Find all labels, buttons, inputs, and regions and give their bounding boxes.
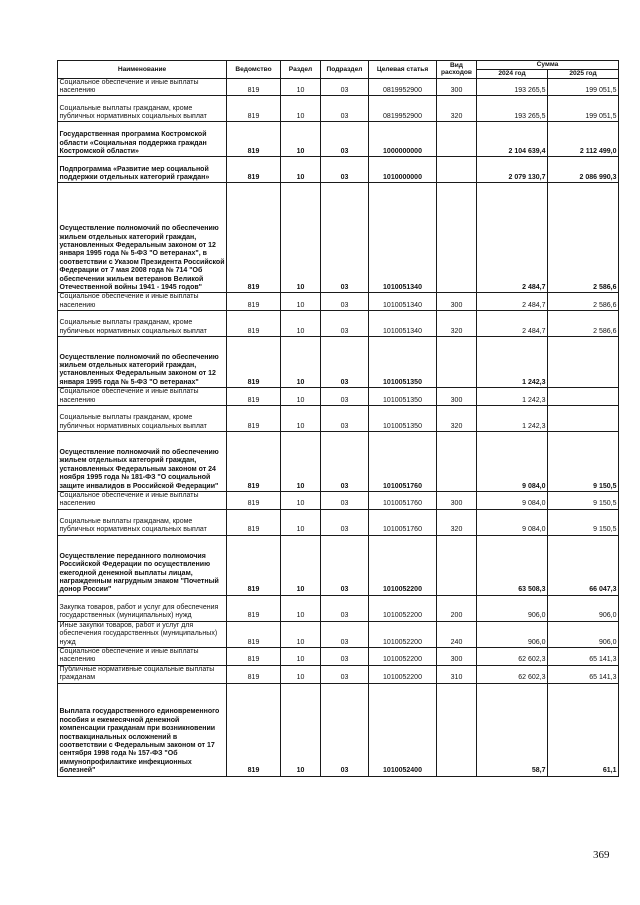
row-amount-2025: 9 150,5 bbox=[548, 432, 619, 492]
row-target: 1010052400 bbox=[369, 683, 437, 776]
row-name: Иные закупки товаров, работ и услуг для обеспечения государственных (муниципальных) нужд bbox=[58, 621, 227, 647]
row-dept: 819 bbox=[227, 595, 281, 621]
row-dept: 819 bbox=[227, 311, 281, 337]
row-exptype: 320 bbox=[437, 406, 477, 432]
row-section: 10 bbox=[281, 337, 321, 388]
row-target: 1010051340 bbox=[369, 183, 437, 293]
table-body bbox=[58, 78, 619, 776]
row-name: Социальные выплаты гражданам, кроме публичных нормативных социальных выплат bbox=[58, 311, 227, 337]
header-subsection: Подраздел bbox=[321, 61, 369, 79]
row-name: Социальное обеспечение и иные выплаты населению bbox=[58, 492, 227, 510]
table-row bbox=[58, 648, 619, 666]
row-dept: 819 bbox=[227, 621, 281, 647]
row-section: 10 bbox=[281, 78, 321, 96]
row-target: 1010000000 bbox=[369, 157, 437, 183]
header-section: Раздел bbox=[281, 61, 321, 79]
row-amount-2025: 9 150,5 bbox=[548, 492, 619, 510]
table-row bbox=[58, 492, 619, 510]
row-amount-2025: 61,1 bbox=[548, 683, 619, 776]
row-subsection: 03 bbox=[321, 595, 369, 621]
row-amount-2025: 9 150,5 bbox=[548, 509, 619, 535]
row-exptype: 320 bbox=[437, 96, 477, 122]
row-amount-2025: 2 586,6 bbox=[548, 183, 619, 293]
row-name: Социальное обеспечение и иные выплаты населению bbox=[58, 78, 227, 96]
row-section: 10 bbox=[281, 683, 321, 776]
row-name: Социальные выплаты гражданам, кроме публичных нормативных социальных выплат bbox=[58, 509, 227, 535]
budget-table bbox=[57, 60, 619, 777]
row-amount-2025: 906,0 bbox=[548, 595, 619, 621]
row-exptype: 300 bbox=[437, 78, 477, 96]
row-amount-2024: 193 265,5 bbox=[477, 78, 548, 96]
header-sum: Сумма bbox=[477, 61, 619, 70]
row-amount-2024: 58,7 bbox=[477, 683, 548, 776]
row-amount-2025 bbox=[548, 388, 619, 406]
table-row bbox=[58, 293, 619, 311]
header-exptype: Вид расходов bbox=[437, 61, 477, 79]
table-row bbox=[58, 78, 619, 96]
table-row bbox=[58, 337, 619, 388]
row-subsection: 03 bbox=[321, 406, 369, 432]
row-dept: 819 bbox=[227, 122, 281, 157]
row-subsection: 03 bbox=[321, 388, 369, 406]
row-target: 1010051340 bbox=[369, 311, 437, 337]
row-amount-2024: 62 602,3 bbox=[477, 665, 548, 683]
row-amount-2024: 2 484,7 bbox=[477, 311, 548, 337]
row-name: Публичные нормативные социальные выплаты гражданам bbox=[58, 665, 227, 683]
table-row bbox=[58, 509, 619, 535]
table-row bbox=[58, 388, 619, 406]
row-section: 10 bbox=[281, 157, 321, 183]
row-dept: 819 bbox=[227, 648, 281, 666]
table-row bbox=[58, 683, 619, 776]
row-dept: 819 bbox=[227, 535, 281, 595]
row-exptype: 320 bbox=[437, 509, 477, 535]
row-target: 1010051350 bbox=[369, 406, 437, 432]
row-amount-2025: 2 086 990,3 bbox=[548, 157, 619, 183]
row-amount-2025: 906,0 bbox=[548, 621, 619, 647]
row-subsection: 03 bbox=[321, 535, 369, 595]
row-exptype: 310 bbox=[437, 665, 477, 683]
row-section: 10 bbox=[281, 665, 321, 683]
row-amount-2024: 193 265,5 bbox=[477, 96, 548, 122]
row-subsection: 03 bbox=[321, 432, 369, 492]
row-name: Осуществление полномочий по обеспечению жильем отдельных категорий граждан, установленных Федеральным законом от 24 ноября 1995 года № 181-ФЗ "О социальной защите инвалидов в Российской Федерации" bbox=[58, 432, 227, 492]
row-subsection: 03 bbox=[321, 157, 369, 183]
table-row bbox=[58, 665, 619, 683]
row-dept: 819 bbox=[227, 388, 281, 406]
row-exptype: 320 bbox=[437, 311, 477, 337]
row-subsection: 03 bbox=[321, 621, 369, 647]
header-name: Наименование bbox=[58, 61, 227, 79]
row-target: 1010052200 bbox=[369, 648, 437, 666]
row-name: Подпрограмма «Развитие мер социальной поддержки отдельных категорий граждан» bbox=[58, 157, 227, 183]
table-row bbox=[58, 157, 619, 183]
row-name: Социальные выплаты гражданам, кроме публичных нормативных социальных выплат bbox=[58, 96, 227, 122]
table-row bbox=[58, 122, 619, 157]
row-amount-2024: 1 242,3 bbox=[477, 337, 548, 388]
row-section: 10 bbox=[281, 293, 321, 311]
table-row bbox=[58, 311, 619, 337]
table-header bbox=[58, 61, 619, 79]
row-dept: 819 bbox=[227, 183, 281, 293]
row-section: 10 bbox=[281, 509, 321, 535]
row-amount-2025: 65 141,3 bbox=[548, 665, 619, 683]
row-target: 1010051350 bbox=[369, 337, 437, 388]
row-name: Социальное обеспечение и иные выплаты населению bbox=[58, 293, 227, 311]
table-row bbox=[58, 595, 619, 621]
row-amount-2025: 66 047,3 bbox=[548, 535, 619, 595]
row-amount-2024: 9 084,0 bbox=[477, 492, 548, 510]
row-amount-2024: 62 602,3 bbox=[477, 648, 548, 666]
table-row bbox=[58, 621, 619, 647]
row-section: 10 bbox=[281, 183, 321, 293]
row-amount-2025: 2 112 499,0 bbox=[548, 122, 619, 157]
row-amount-2024: 2 079 130,7 bbox=[477, 157, 548, 183]
row-dept: 819 bbox=[227, 96, 281, 122]
header-target: Целевая статья bbox=[369, 61, 437, 79]
row-subsection: 03 bbox=[321, 96, 369, 122]
row-subsection: 03 bbox=[321, 665, 369, 683]
row-subsection: 03 bbox=[321, 183, 369, 293]
header-dept: Ведомство bbox=[227, 61, 281, 79]
row-target: 1010052200 bbox=[369, 665, 437, 683]
row-dept: 819 bbox=[227, 665, 281, 683]
table-row bbox=[58, 183, 619, 293]
row-amount-2024: 9 084,0 bbox=[477, 509, 548, 535]
row-subsection: 03 bbox=[321, 337, 369, 388]
row-amount-2025: 199 051,5 bbox=[548, 96, 619, 122]
row-name: Социальные выплаты гражданам, кроме публичных нормативных социальных выплат bbox=[58, 406, 227, 432]
row-target: 1010051760 bbox=[369, 492, 437, 510]
row-subsection: 03 bbox=[321, 683, 369, 776]
row-target: 1010051760 bbox=[369, 509, 437, 535]
row-section: 10 bbox=[281, 648, 321, 666]
row-amount-2024: 1 242,3 bbox=[477, 406, 548, 432]
row-exptype: 300 bbox=[437, 293, 477, 311]
row-section: 10 bbox=[281, 388, 321, 406]
row-target: 1010052200 bbox=[369, 535, 437, 595]
row-section: 10 bbox=[281, 535, 321, 595]
row-amount-2025: 2 586,6 bbox=[548, 311, 619, 337]
table-row bbox=[58, 432, 619, 492]
row-subsection: 03 bbox=[321, 293, 369, 311]
row-target: 1010051760 bbox=[369, 432, 437, 492]
row-target: 1000000000 bbox=[369, 122, 437, 157]
row-name: Социальное обеспечение и иные выплаты населению bbox=[58, 648, 227, 666]
row-section: 10 bbox=[281, 432, 321, 492]
row-amount-2025 bbox=[548, 406, 619, 432]
row-name: Осуществление полномочий по обеспечению жильем отдельных категорий граждан, установленных Федеральным законом от 12 января 1995 года № 5-ФЗ "О ветеранах", в соответствии с Указом Президента Российской Федерации от 7 мая 2008 года № 714 "Об обеспечении жильем ветеранов Великой Отечественной войны 1941 - 1945 годов" bbox=[58, 183, 227, 293]
row-amount-2024: 906,0 bbox=[477, 595, 548, 621]
header-year-2024: 2024 год bbox=[477, 69, 548, 78]
row-exptype: 300 bbox=[437, 388, 477, 406]
row-dept: 819 bbox=[227, 337, 281, 388]
row-name: Государственная программа Костромской области «Социальная поддержка граждан Костромской области» bbox=[58, 122, 227, 157]
row-exptype bbox=[437, 183, 477, 293]
page-number: 369 bbox=[593, 849, 610, 861]
row-amount-2025: 65 141,3 bbox=[548, 648, 619, 666]
row-name: Осуществление переданного полномочия Российской Федерации по осуществлению ежегодной денежной выплаты лицам, награжденным нагрудным знаком "Почетный донор России" bbox=[58, 535, 227, 595]
header-year-2025: 2025 год bbox=[548, 69, 619, 78]
table-row bbox=[58, 535, 619, 595]
row-amount-2025: 2 586,6 bbox=[548, 293, 619, 311]
row-exptype bbox=[437, 157, 477, 183]
row-amount-2024: 63 508,3 bbox=[477, 535, 548, 595]
row-exptype bbox=[437, 122, 477, 157]
row-subsection: 03 bbox=[321, 509, 369, 535]
row-section: 10 bbox=[281, 621, 321, 647]
table-row bbox=[58, 96, 619, 122]
row-subsection: 03 bbox=[321, 648, 369, 666]
row-name: Закупка товаров, работ и услуг для обеспечения государственных (муниципальных) нужд bbox=[58, 595, 227, 621]
row-target: 1010051350 bbox=[369, 388, 437, 406]
row-section: 10 bbox=[281, 122, 321, 157]
row-amount-2025 bbox=[548, 337, 619, 388]
row-dept: 819 bbox=[227, 78, 281, 96]
row-exptype bbox=[437, 337, 477, 388]
row-amount-2024: 9 084,0 bbox=[477, 432, 548, 492]
row-dept: 819 bbox=[227, 157, 281, 183]
row-section: 10 bbox=[281, 492, 321, 510]
row-exptype: 300 bbox=[437, 492, 477, 510]
row-dept: 819 bbox=[227, 406, 281, 432]
row-amount-2025: 199 051,5 bbox=[548, 78, 619, 96]
row-dept: 819 bbox=[227, 492, 281, 510]
row-target: 1010052200 bbox=[369, 621, 437, 647]
table-row bbox=[58, 406, 619, 432]
row-amount-2024: 2 104 639,4 bbox=[477, 122, 548, 157]
row-exptype bbox=[437, 535, 477, 595]
row-amount-2024: 2 484,7 bbox=[477, 183, 548, 293]
row-subsection: 03 bbox=[321, 311, 369, 337]
row-name: Социальное обеспечение и иные выплаты населению bbox=[58, 388, 227, 406]
row-section: 10 bbox=[281, 595, 321, 621]
row-subsection: 03 bbox=[321, 492, 369, 510]
row-section: 10 bbox=[281, 311, 321, 337]
row-dept: 819 bbox=[227, 293, 281, 311]
row-exptype bbox=[437, 683, 477, 776]
row-dept: 819 bbox=[227, 432, 281, 492]
row-amount-2024: 1 242,3 bbox=[477, 388, 548, 406]
row-dept: 819 bbox=[227, 509, 281, 535]
row-name: Осуществление полномочий по обеспечению жильем отдельных категорий граждан, установленных Федеральным законом от 12 января 1995 года № 5-ФЗ "О ветеранах" bbox=[58, 337, 227, 388]
row-exptype: 240 bbox=[437, 621, 477, 647]
row-exptype: 200 bbox=[437, 595, 477, 621]
row-target: 0819952900 bbox=[369, 78, 437, 96]
row-name: Выплата государственного единовременного пособия и ежемесячной денежной компенсации гражданам при возникновении поствакцинальных осложнений в соответствии с Федеральным законом от 17 сентября 1998 года № 157-ФЗ "Об иммунопрофилактике инфекционных болезней" bbox=[58, 683, 227, 776]
row-amount-2024: 2 484,7 bbox=[477, 293, 548, 311]
row-amount-2024: 906,0 bbox=[477, 621, 548, 647]
row-target: 0819952900 bbox=[369, 96, 437, 122]
row-subsection: 03 bbox=[321, 78, 369, 96]
row-target: 1010052200 bbox=[369, 595, 437, 621]
row-target: 1010051340 bbox=[369, 293, 437, 311]
row-section: 10 bbox=[281, 96, 321, 122]
row-dept: 819 bbox=[227, 683, 281, 776]
row-section: 10 bbox=[281, 406, 321, 432]
row-exptype bbox=[437, 432, 477, 492]
row-subsection: 03 bbox=[321, 122, 369, 157]
row-exptype: 300 bbox=[437, 648, 477, 666]
